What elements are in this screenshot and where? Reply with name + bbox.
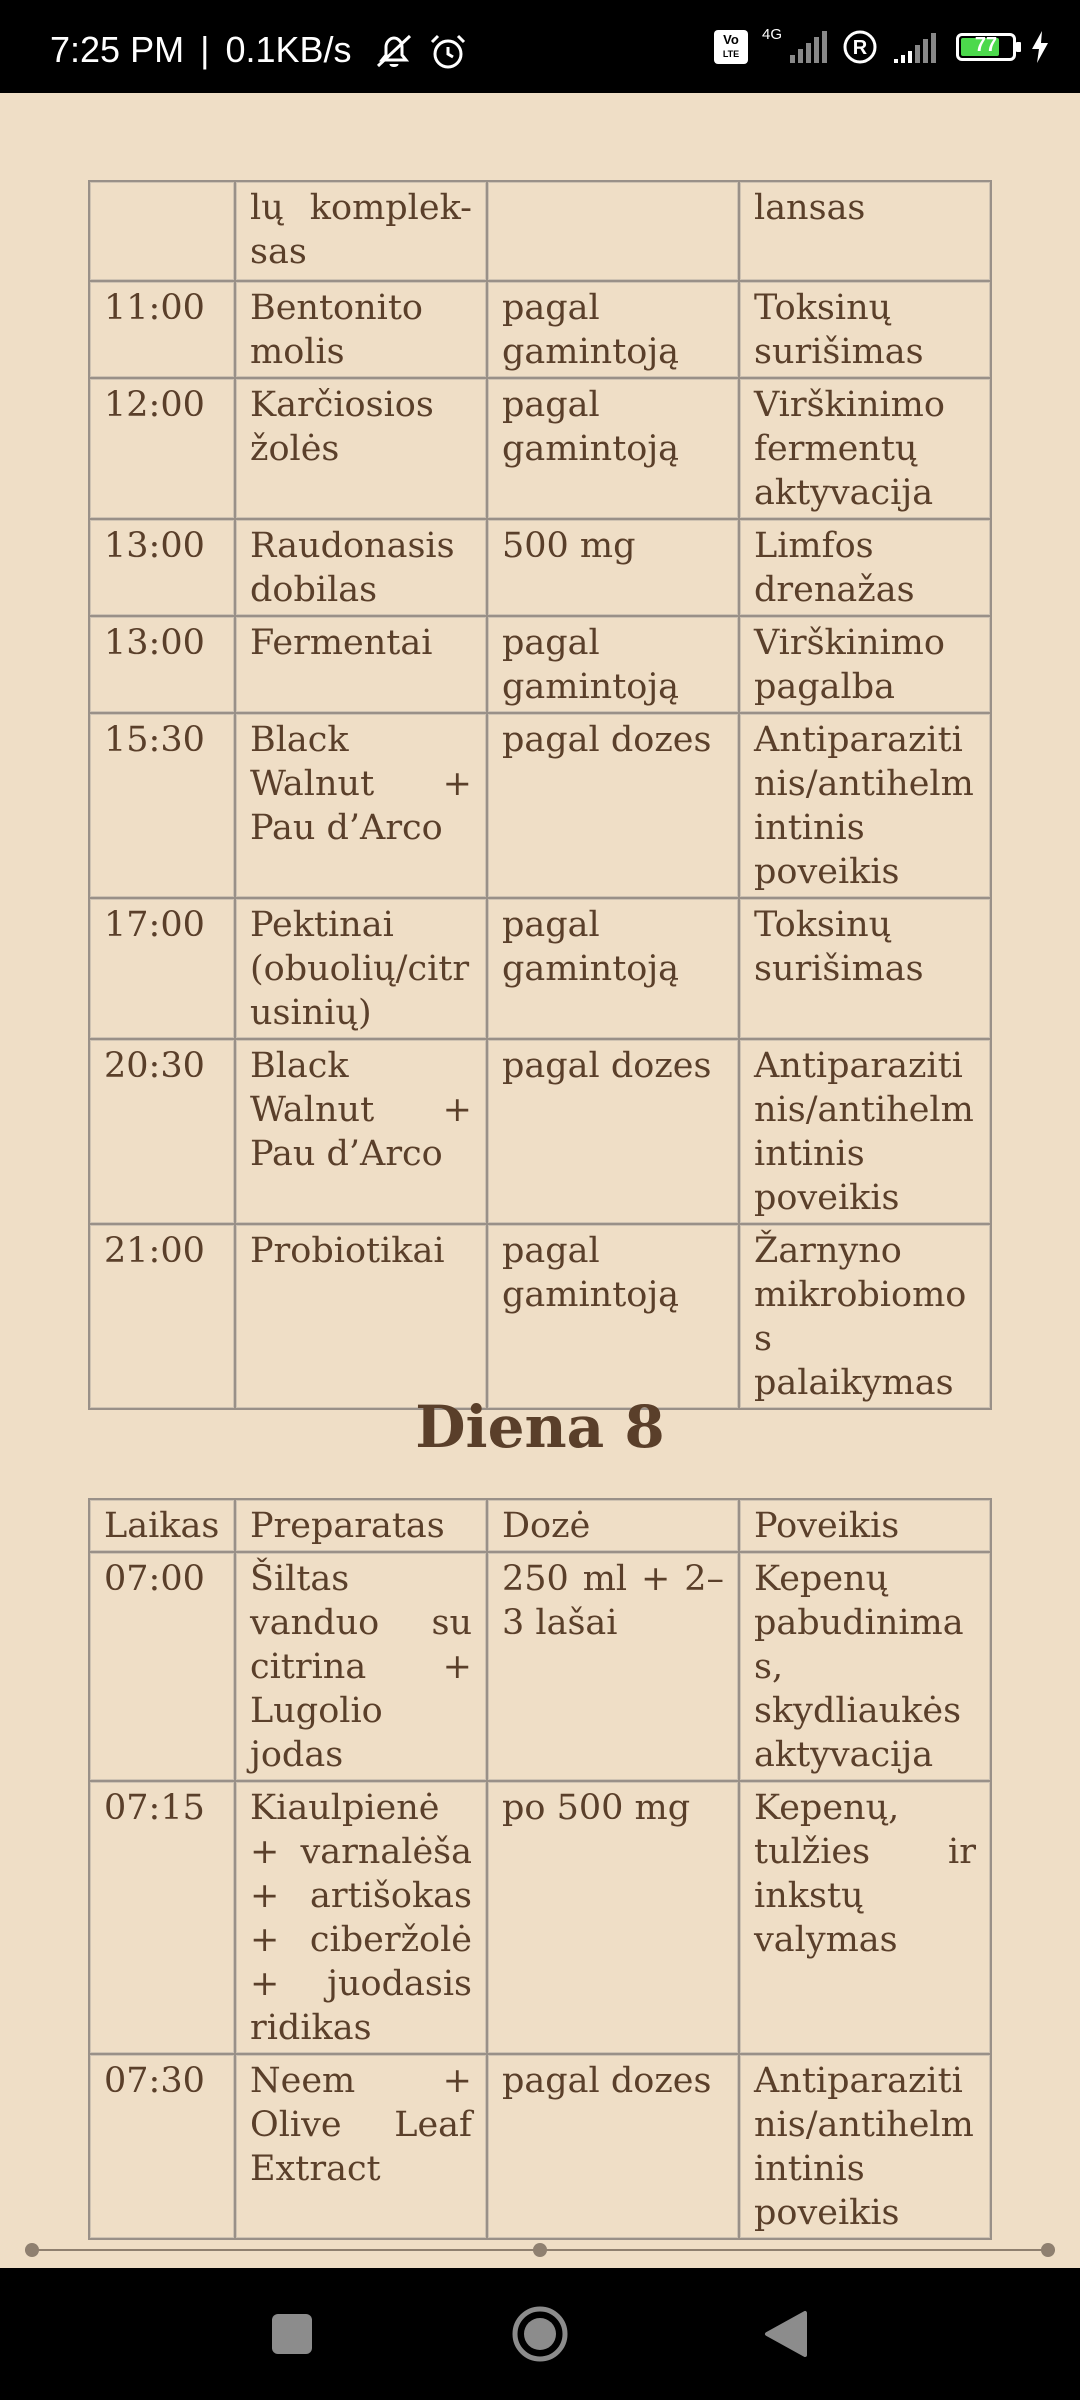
header-preparation: Preparatas [235,1499,487,1552]
home-circle-icon [510,2304,570,2364]
navigation-bar [0,2268,1080,2400]
cell-preparation: Kiaulpienė + varnalėša + artišokas + ciberžolė + juodasis ridikas [235,1781,487,2054]
cell-time: 15:30 [89,713,235,898]
battery-tip [1016,42,1021,52]
status-separator: | [200,28,210,70]
battery-percent: 77 [974,33,998,56]
progress-current-dot[interactable] [533,2243,547,2257]
cell-preparation: lų komplek-sas [235,181,487,281]
cell-effect: Antiparazitinis/antihelmintinis poveikis [739,2054,991,2239]
square-icon [271,2313,313,2355]
table-row [89,378,991,519]
home-button[interactable] [504,2298,576,2370]
cell-preparation: Raudonasis dobilas [235,519,487,616]
cell-effect: Antiparazitinis/antihelmintinis poveikis [739,713,991,898]
back-button[interactable] [750,2298,822,2370]
cell-time: 20:30 [89,1039,235,1224]
cell-dose: pagal dozes [487,2054,739,2239]
signal-icon [788,31,828,63]
cell-effect: Žarnyno mikrobiomos palaikymas [739,1224,991,1409]
volte-icon [714,30,748,64]
header-dose: Dozė [487,1499,739,1552]
table-row [89,616,991,713]
signal-icon-2 [892,31,942,63]
svg-text:R: R [852,36,868,59]
cell-dose: pagal gamintoją [487,378,739,519]
recents-button[interactable] [256,2298,328,2370]
network-speed: 0.1KB/s [225,28,352,70]
cell-time: 07:00 [89,1552,235,1781]
volte-bottom: LTE [722,48,740,59]
header-effect: Poveikis [739,1499,991,1552]
cell-preparation: Black Walnut + Pau d’Arco [235,713,487,898]
roaming-icon [842,29,878,65]
regimen-table-day8 [88,1498,992,2240]
cell-effect: Virškinimo fermentų aktyvacija [739,378,991,519]
cell-preparation: Fermentai [235,616,487,713]
cell-dose: pagal dozes [487,713,739,898]
cell-time: 07:15 [89,1781,235,2054]
cell-effect: Virškinimo pagalba [739,616,991,713]
cell-dose: pagal gamintoją [487,898,739,1039]
cell-time: 17:00 [89,898,235,1039]
table-row [89,281,991,378]
cell-time: 07:30 [89,2054,235,2239]
cell-effect: Kepenų pabudinimas, skydliaukės aktyvacija [739,1552,991,1781]
page-progress-bar[interactable] [25,2240,1055,2260]
status-bar [0,0,1080,93]
cell-time: 11:00 [89,281,235,378]
table-row [89,1552,991,1781]
cell-preparation: Šiltas vanduo su citrina + Lugolio jodas [235,1552,487,1781]
table-row [89,1781,991,2054]
cell-dose: po 500 mg [487,1781,739,2054]
cell-dose: pagal gamintoją [487,281,739,378]
cell-time: 13:00 [89,519,235,616]
status-left [50,0,470,93]
day-heading: Diena 8 [415,1393,665,1461]
table-row [89,181,991,281]
progress-start-dot [25,2243,39,2257]
charging-icon [1030,31,1050,63]
table-row [89,1224,991,1409]
cell-time: 12:00 [89,378,235,519]
volte-top: Vo [723,31,739,47]
mute-notifications-icon [372,32,416,72]
cell-effect: lansas [739,181,991,281]
table-row [89,713,991,898]
cell-effect: Toksinų surišimas [739,281,991,378]
cell-dose [487,181,739,281]
table-row [89,898,991,1039]
reader-page[interactable] [0,93,1080,2268]
clock: 7:25 PM [50,28,185,70]
table-row [89,1039,991,1224]
cell-preparation: Black Walnut + Pau d’Arco [235,1039,487,1224]
cell-time: 21:00 [89,1224,235,1409]
cell-preparation: Probiotikai [235,1224,487,1409]
cell-preparation: Neem + Olive Leaf Extract [235,2054,487,2239]
network-type: 4G [761,26,782,43]
cell-dose: pagal dozes [487,1039,739,1224]
cell-preparation: Bentonito molis [235,281,487,378]
cell-dose: 500 mg [487,519,739,616]
table-row [89,2054,991,2239]
cell-dose: 250 ml + 2–3 lašai [487,1552,739,1781]
table-row [89,519,991,616]
back-triangle-icon [763,2309,809,2359]
header-time: Laikas [89,1499,235,1552]
cell-effect: Limfos drenažas [739,519,991,616]
regimen-table-day7 [88,180,992,1410]
cell-time [89,181,235,281]
battery-icon [956,33,1016,61]
progress-end-dot [1041,2243,1055,2257]
cell-dose: pagal gamintoją [487,1224,739,1409]
cell-effect: Toksinų surišimas [739,898,991,1039]
cell-preparation: Karčiosios žolės [235,378,487,519]
cell-effect: Kepenų, tulžies ir inkstų valymas [739,1781,991,2054]
cell-dose: pagal gamintoją [487,616,739,713]
cell-time: 13:00 [89,616,235,713]
table-header-row [89,1499,991,1552]
status-right [714,0,1050,93]
cell-effect: Antiparazitinis/antihelmintinis poveikis [739,1039,991,1224]
cell-preparation: Pektinai (obuolių/citrusinių) [235,898,487,1039]
alarm-icon [426,32,470,72]
